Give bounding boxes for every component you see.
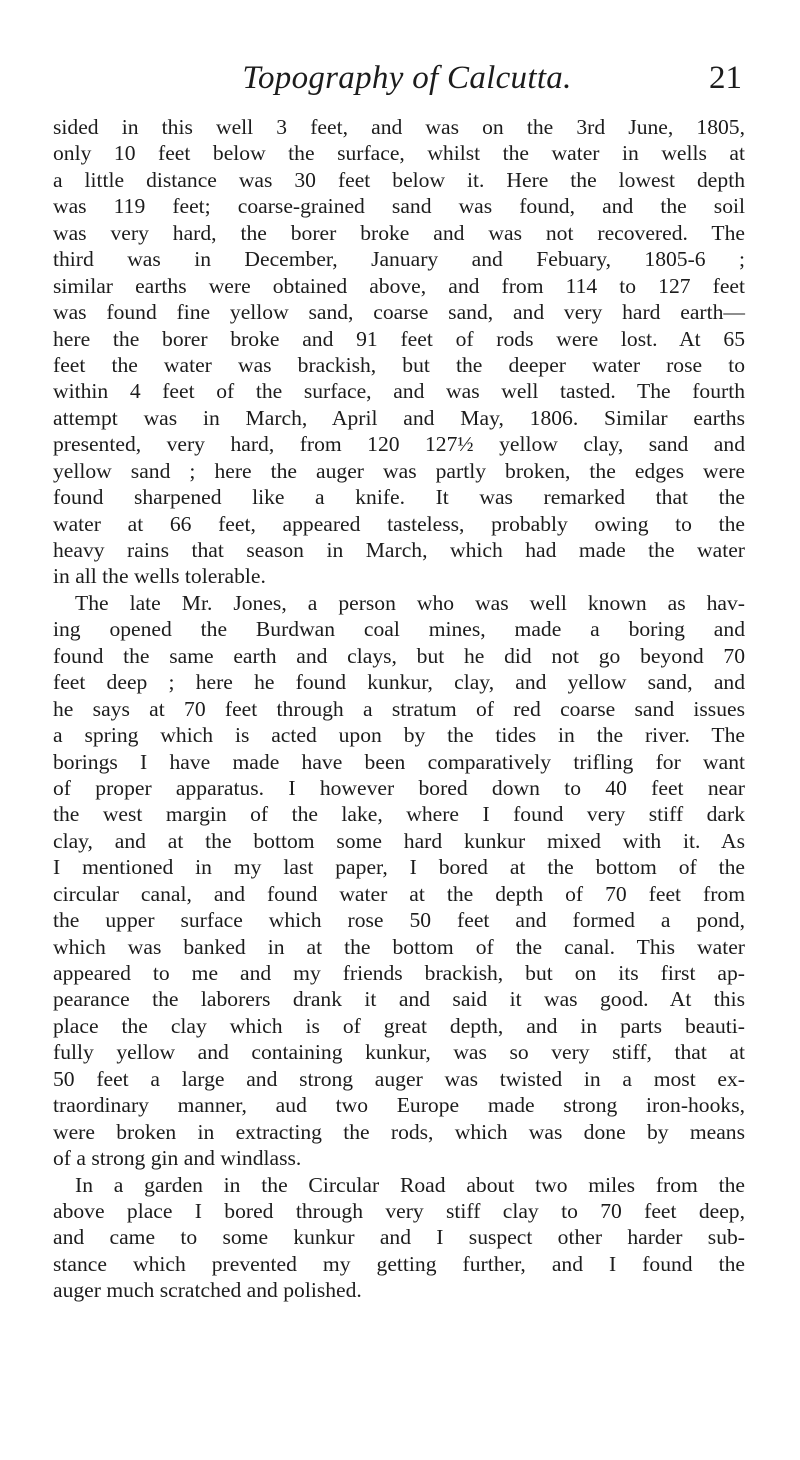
text-line: was 119 feet; coarse-grained sand was found, and the soil <box>53 194 745 219</box>
text-line: traordinary manner, aud two Europe made strong iron-hooks, <box>53 1093 745 1118</box>
text-line: he says at 70 feet through a stratum of red coarse sand issues <box>53 696 745 721</box>
text-line: the west margin of the lake, where I found very stiff dark <box>53 802 745 827</box>
page-header <box>0 58 800 102</box>
running-title: Topography of Calcutta. <box>242 60 572 96</box>
text-line: clay, and at the bottom some hard kunkur mixed with it. As <box>53 828 745 853</box>
text-line: place the clay which is of great depth, and in parts beauti- <box>53 1013 745 1038</box>
text-line: yellow sand ; here the auger was partly broken, the edges were <box>53 458 745 483</box>
text-line: and came to some kunkur and I suspect other harder sub- <box>53 1225 745 1250</box>
text-line: was found fine yellow sand, coarse sand, and very hard earth— <box>53 300 745 325</box>
text-line: found the same earth and clays, but he did not go beyond 70 <box>53 643 745 668</box>
text-line: of proper apparatus. I however bored down to 40 feet near <box>53 775 745 800</box>
text-line: here the borer broke and 91 feet of rods were lost. At 65 <box>53 326 745 351</box>
text-line: above place I bored through very stiff clay to 70 feet deep, <box>53 1198 745 1223</box>
text-line: which was banked in at the bottom of the canal. This water <box>53 934 745 959</box>
text-line: only 10 feet below the surface, whilst the water in wells at <box>53 141 745 166</box>
text-line: feet deep ; here he found kunkur, clay, and yellow sand, and <box>53 670 745 695</box>
page-number: 21 <box>709 60 742 96</box>
text-line: feet the water was brackish, but the deeper water rose to <box>53 352 745 377</box>
text-line: borings I have made have been comparatively trifling for want <box>53 749 745 774</box>
text-line: were broken in extracting the rods, which was done by means <box>53 1119 745 1144</box>
text-line: a spring which is acted upon by the tides in the river. The <box>53 723 745 748</box>
text-line: circular canal, and found water at the depth of 70 feet from <box>53 881 745 906</box>
text-line: a little distance was 30 feet below it. Here the lowest depth <box>53 167 745 192</box>
text-line: was very hard, the borer broke and was not recovered. The <box>53 220 745 245</box>
body-text <box>53 114 745 1304</box>
text-line: pearance the laborers drank it and said it was good. At this <box>53 987 745 1012</box>
text-line: within 4 feet of the surface, and was well tasted. The fourth <box>53 379 745 404</box>
text-line: I mentioned in my last paper, I bored at the bottom of the <box>53 855 745 880</box>
text-line: auger much scratched and polished. <box>53 1278 362 1303</box>
text-line: similar earths were obtained above, and from 114 to 127 feet <box>53 273 745 298</box>
text-line: heavy rains that season in March, which had made the water <box>53 538 745 562</box>
text-line: third was in December, January and Febuary, 1805-6 ; <box>53 247 745 272</box>
text-line: presented, very hard, from 120 127½ yellow clay, sand and <box>53 432 745 457</box>
paragraph-start-line: The late Mr. Jones, a person who was well known as hav- <box>75 590 745 615</box>
text-line: 50 feet a large and strong auger was twisted in a most ex- <box>53 1066 745 1091</box>
text-line: sided in this well 3 feet, and was on the 3rd June, 1805, <box>53 115 745 139</box>
text-line: in all the wells tolerable. <box>53 564 266 589</box>
text-line: of a strong gin and windlass. <box>53 1146 302 1171</box>
text-line: attempt was in March, April and May, 1806. Similar earths <box>53 405 745 430</box>
text-line: stance which prevented my getting further, and I found the <box>53 1251 745 1276</box>
text-line: ing opened the Burdwan coal mines, made a boring and <box>53 617 745 642</box>
text-line: found sharpened like a knife. It was remarked that the <box>53 485 745 510</box>
text-line: fully yellow and containing kunkur, was so very stiff, that at <box>53 1040 745 1065</box>
text-line: water at 66 feet, appeared tasteless, probably owing to the <box>53 511 745 536</box>
text-line: the upper surface which rose 50 feet and formed a pond, <box>53 908 745 933</box>
text-line: appeared to me and my friends brackish, but on its first ap- <box>53 961 745 985</box>
paragraph-start-line: In a garden in the Circular Road about two miles from the <box>75 1172 745 1197</box>
